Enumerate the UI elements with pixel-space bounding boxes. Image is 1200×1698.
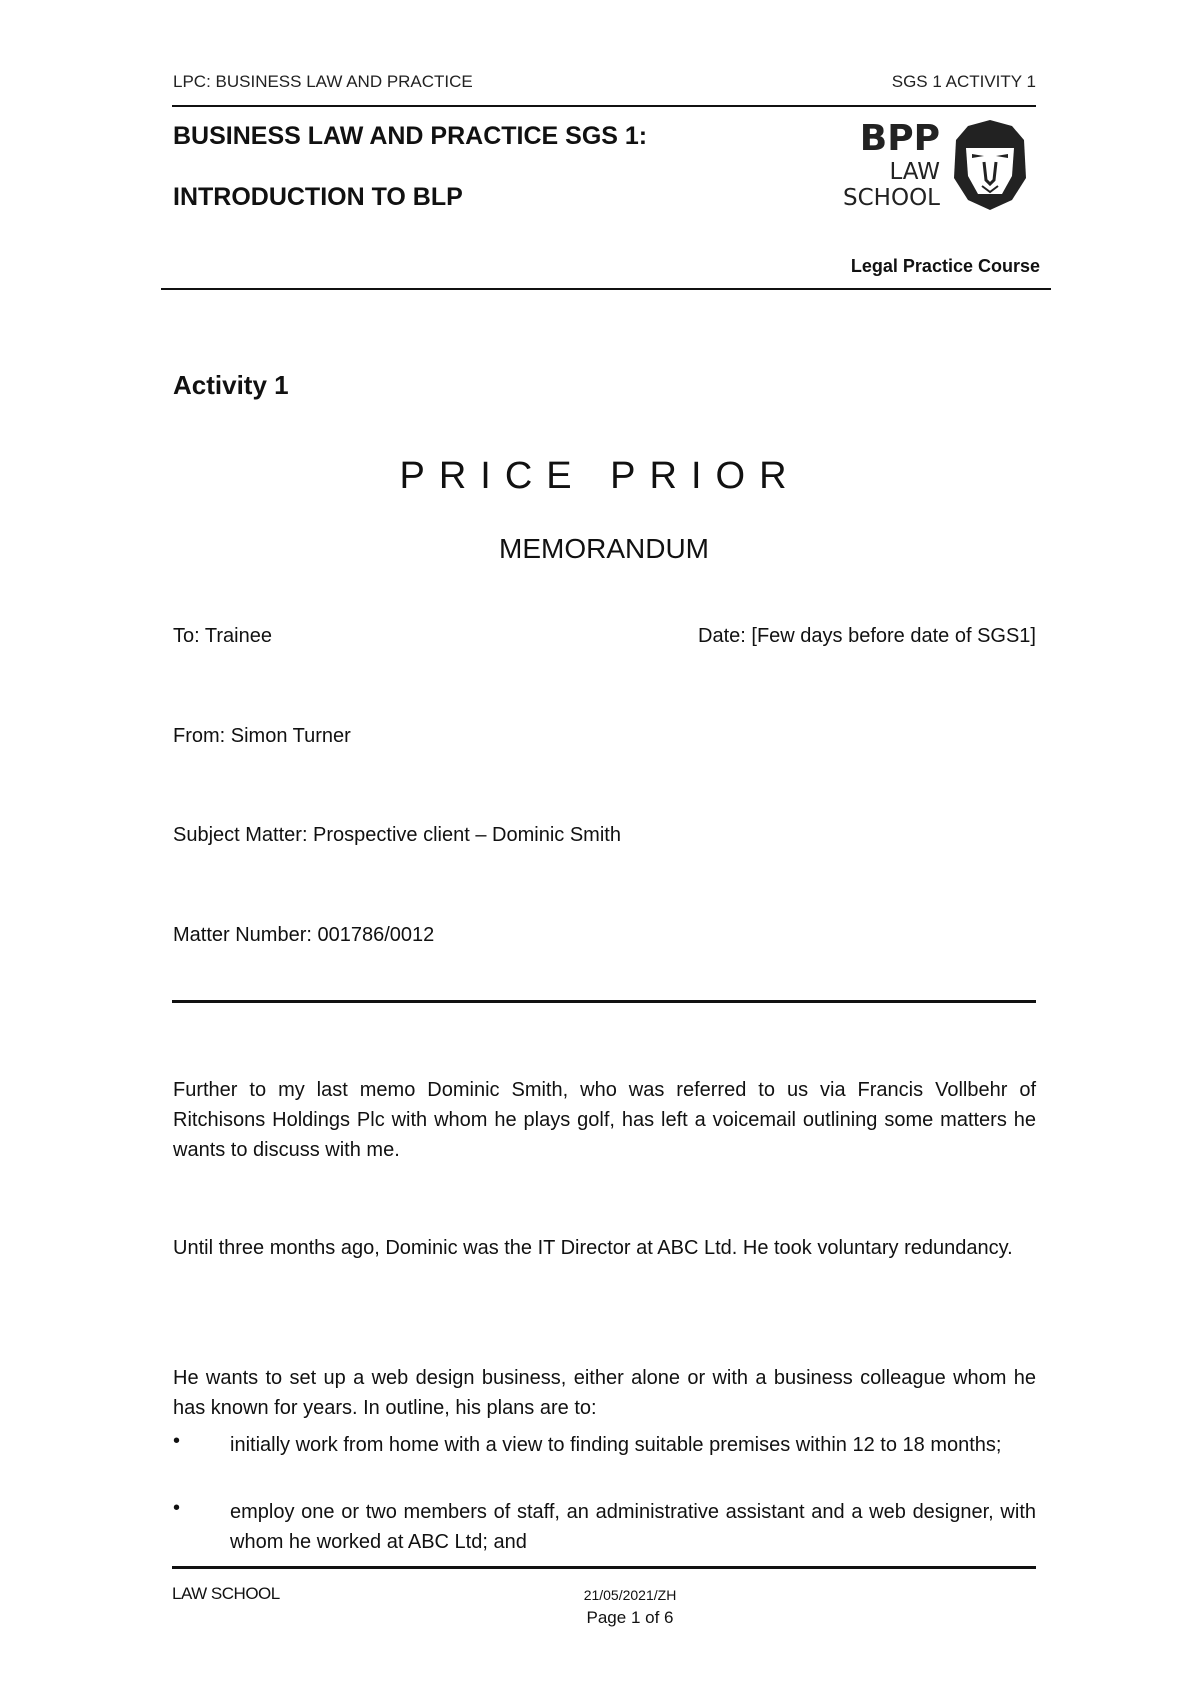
logo-sub2: SCHOOL bbox=[843, 185, 940, 211]
memo-rule bbox=[172, 1000, 1036, 1003]
bullet-icon: • bbox=[173, 1430, 181, 1452]
memo-to: To: Trainee bbox=[173, 625, 272, 647]
paragraph: Until three months ago, Dominic was the IT Director at ABC Ltd. He took voluntary redundancy. bbox=[173, 1237, 1013, 1259]
page-number: Page 1 of 6 bbox=[586, 1608, 674, 1627]
memo-subject: Subject Matter: Prospective client – Dominic Smith bbox=[173, 824, 621, 846]
footer-rule bbox=[172, 1566, 1036, 1569]
logo-brand: BPP bbox=[859, 118, 940, 159]
memo-from: From: Simon Turner bbox=[173, 725, 351, 747]
activity-heading: Activity 1 bbox=[173, 370, 289, 400]
header-right: SGS 1 ACTIVITY 1 bbox=[891, 72, 1036, 91]
memo-heading: MEMORANDUM bbox=[499, 533, 709, 564]
header-left: LPC: BUSINESS LAW AND PRACTICE bbox=[173, 72, 473, 91]
title-rule bbox=[161, 288, 1051, 290]
list-item: initially work from home with a view to finding suitable premises within 12 to 18 months; bbox=[230, 1434, 1002, 1456]
footer-date: 21/05/2021/ZH bbox=[583, 1587, 677, 1603]
doc-title-line2: INTRODUCTION TO BLP bbox=[173, 183, 463, 211]
paragraph: He wants to set up a web design business, either alone or with a business colleague whom he has known for years. In outline, his plans are to: bbox=[173, 1367, 1036, 1419]
bullet-icon: • bbox=[173, 1497, 181, 1519]
doc-title-line1: BUSINESS LAW AND PRACTICE SGS 1: bbox=[173, 122, 648, 150]
memo-date: Date: [Few days before date of SGS1] bbox=[698, 625, 1036, 647]
logo-sub1: LAW bbox=[889, 159, 940, 185]
firm-name: PRICE PRIOR bbox=[399, 455, 801, 497]
memo-matter-number: Matter Number: 001786/0012 bbox=[173, 924, 435, 946]
bpp-logo-text bbox=[820, 118, 940, 211]
header-rule bbox=[172, 105, 1036, 107]
paragraph: Further to my last memo Dominic Smith, who was referred to us via Francis Vollbehr of Ritchisons Holdings Plc with whom he plays golf, has left a voicemail outlining some matters he wants to discuss with me. bbox=[173, 1079, 1036, 1161]
lion-shield-icon bbox=[950, 118, 1030, 212]
list-item: employ one or two members of staff, an administrative assistant and a web designer, with whom he worked at ABC Ltd; and bbox=[230, 1501, 1036, 1553]
course-label: Legal Practice Course bbox=[850, 256, 1040, 276]
footer-left: LAW SCHOOL bbox=[172, 1584, 280, 1603]
